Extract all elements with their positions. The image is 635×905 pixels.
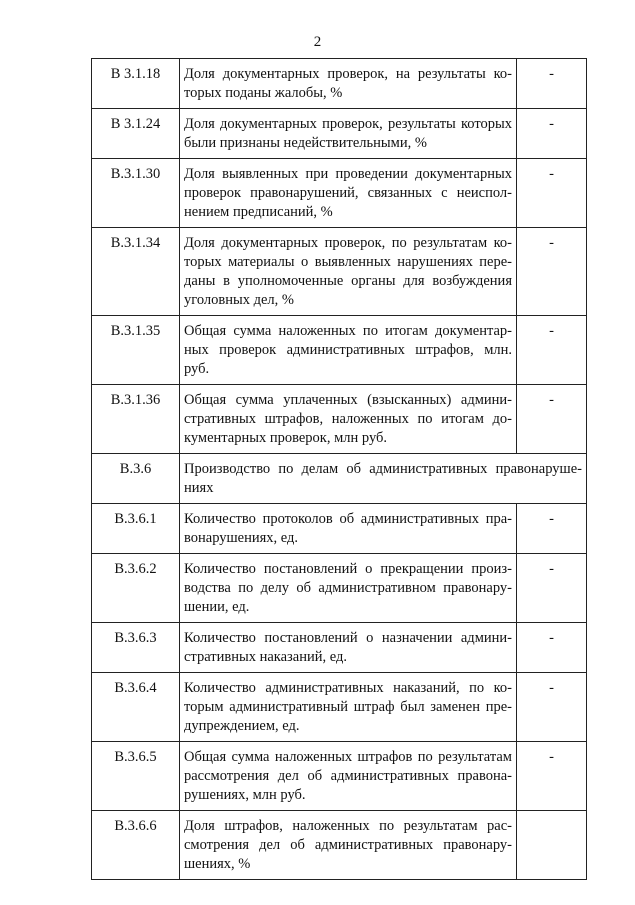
indicator-code: В.3.6.3: [92, 623, 180, 673]
indicator-code: В 3.1.18: [92, 59, 180, 109]
indicator-code: В.3.6.2: [92, 554, 180, 623]
indicator-description: Доля документарных проверок, по результатам которых материалы о выявленных нарушениях переданы в уполномоченные органы для возбуждения уголовных дел, %: [180, 228, 517, 316]
indicator-code: В.3.6.4: [92, 673, 180, 742]
indicator-code: В.3.6.6: [92, 811, 180, 880]
indicator-description: Количество административных наказаний, по которым административный штраф был заменен предупреждением, ед.: [180, 673, 517, 742]
indicator-description: Общая сумма наложенных штрафов по результатам рассмотрения дел об административных правонарушениях, млн руб.: [180, 742, 517, 811]
indicator-value: -: [517, 109, 587, 159]
table-row: [92, 742, 587, 811]
indicator-value: -: [517, 623, 587, 673]
indicator-value: -: [517, 316, 587, 385]
indicator-code: В.3.1.34: [92, 228, 180, 316]
indicator-description: Количество постановлений о назначении административных наказаний, ед.: [180, 623, 517, 673]
indicator-value: -: [517, 504, 587, 554]
indicator-description: Количество постановлений о прекращении производства по делу об административном правонарушении, ед.: [180, 554, 517, 623]
indicator-description: Доля выявленных при проведении документарных проверок правонарушений, связанных с неисполнением предписаний, %: [180, 159, 517, 228]
indicator-code: В.3.1.35: [92, 316, 180, 385]
indicator-value: -: [517, 159, 587, 228]
table-row: [92, 554, 587, 623]
table-row: [92, 623, 587, 673]
indicators-table: [91, 58, 587, 880]
section-code: В.3.6: [92, 454, 180, 504]
indicator-description: Доля документарных проверок, на результаты которых поданы жалобы, %: [180, 59, 517, 109]
indicator-code: В.3.6.1: [92, 504, 180, 554]
table-row: [92, 811, 587, 880]
indicator-description: Количество протоколов об административных правонарушениях, ед.: [180, 504, 517, 554]
indicator-description: Общая сумма наложенных по итогам документарных проверок административных штрафов, млн. руб.: [180, 316, 517, 385]
indicator-description: Доля штрафов, наложенных по результатам рассмотрения дел об административных правонарушениях, %: [180, 811, 517, 880]
table-row: [92, 228, 587, 316]
table-row: [92, 159, 587, 228]
indicator-value: [517, 811, 587, 880]
indicator-value: -: [517, 385, 587, 454]
section-title: Производство по делам об административных правонарушениях: [180, 454, 587, 504]
indicator-value: -: [517, 228, 587, 316]
table-row: [92, 504, 587, 554]
page-number: 2: [313, 34, 322, 50]
table-row: [92, 316, 587, 385]
indicator-value: -: [517, 673, 587, 742]
indicator-code: В.3.1.30: [92, 159, 180, 228]
indicator-value: -: [517, 59, 587, 109]
indicator-code: В.3.6.5: [92, 742, 180, 811]
indicator-description: Общая сумма уплаченных (взысканных) административных штрафов, наложенных по итогам документарных проверок, млн руб.: [180, 385, 517, 454]
table-row: [92, 109, 587, 159]
indicator-code: В.3.1.36: [92, 385, 180, 454]
indicator-value: -: [517, 554, 587, 623]
section-row: [92, 454, 587, 504]
table-row: [92, 59, 587, 109]
indicator-description: Доля документарных проверок, результаты которых были признаны недействительными, %: [180, 109, 517, 159]
indicator-code: В 3.1.24: [92, 109, 180, 159]
table-row: [92, 673, 587, 742]
indicator-value: -: [517, 742, 587, 811]
table-row: [92, 385, 587, 454]
